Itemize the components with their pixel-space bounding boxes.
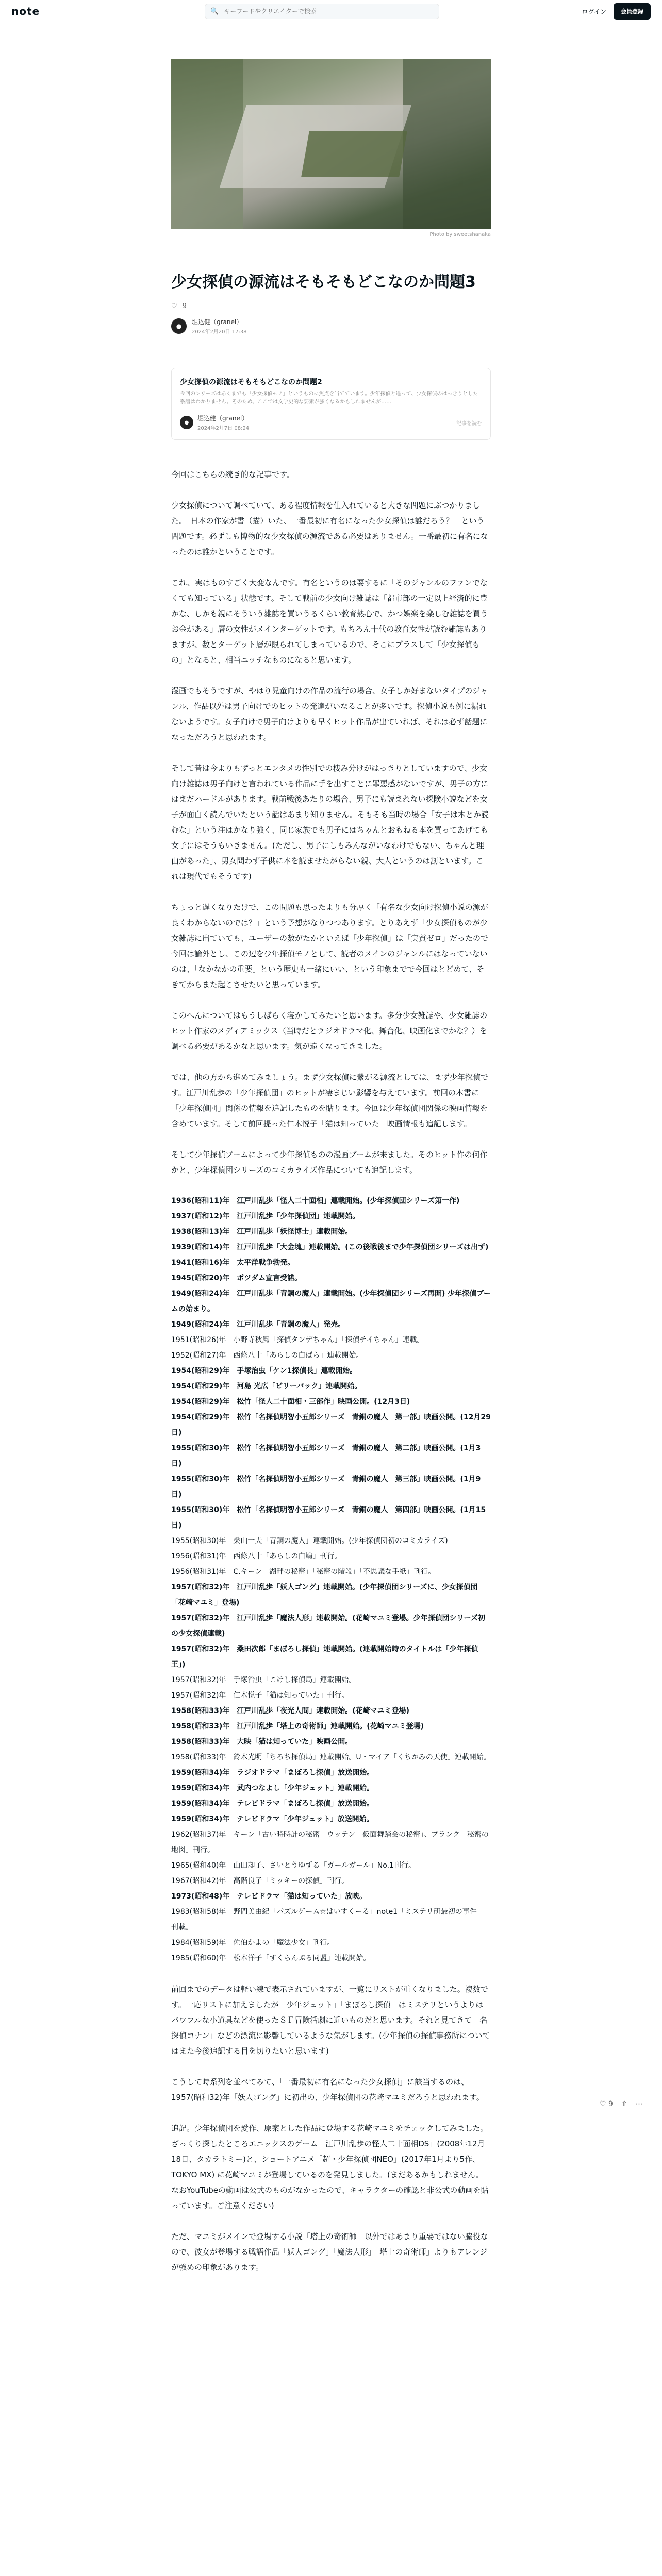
- timeline-item: 1954(昭和29)年 河島 光広「ビリーパック」連載開始。: [171, 1382, 362, 1391]
- timeline-item: 1973(昭和48)年 テレビドラマ「猫は知っていた」放映。: [171, 1892, 367, 1901]
- timeline-item: 1949(昭和24)年 江戸川乱歩「青銅の魔人」連載開始。(少年探偵団シリーズ再開) 少年探偵ブームの始まり。: [171, 1290, 491, 1313]
- author-name[interactable]: 堀込健（granel）: [192, 318, 243, 326]
- paragraph: そして少年探偵ブームによって少年探偵ものの漫画ブームが来ました。そのヒット作の何作かと、少年探偵団シリーズのコミカライズ作品についても追記します。: [171, 1150, 488, 1175]
- article-title: 少女探偵の源流はそもそもどこなのか問題3: [171, 273, 476, 291]
- header-actions: [582, 3, 651, 20]
- timeline-item: 1983(昭和58)年 野間美由紀「パズルゲーム☆はいすくーる」note1「ミステリ研最初の事件」刊載。: [171, 1908, 484, 1931]
- like-count: 9: [182, 302, 187, 310]
- more-icon[interactable]: ⋯: [635, 2100, 643, 2108]
- login-link[interactable]: ログイン: [582, 8, 606, 15]
- photo-credit[interactable]: Photo by sweetshanaka: [429, 232, 491, 238]
- timeline-item: 1956(昭和31)年 西條八十「あらしの白鳩」刊行。: [171, 1552, 342, 1561]
- avatar: ●: [180, 416, 193, 429]
- timeline-item: 1951(昭和26)年 小野寺秋風「探偵タンデちゃん」「探偵チイちゃん」連載。: [171, 1336, 424, 1344]
- article-main: [171, 23, 491, 2275]
- site-header: [0, 0, 662, 23]
- timeline-item: 1952(昭和27)年 西條八十「あらしの白ばら」連載開始。: [171, 1351, 363, 1360]
- timeline-item: 1954(昭和29)年 松竹「怪人二十面相・三部作」映画公開。(12月3日): [171, 1398, 410, 1406]
- note-logo[interactable]: note: [11, 5, 40, 18]
- paragraph: 追記。少年探偵団を愛作、原案とした作品に登場する花崎マユミをチェックしてみました。ざっくり探したところエニックスのゲーム「江戸川乱歩の怪人二十面相DS」(2008年12月18日、タカラトミー)と、ショートアニメ「超・少年探偵団NEO」(2017年1月より5作、TOKYO MX) に花崎マユミが登場しているのを発見しました。(まだあるかもしれません。なおYouTubeの動画は公式のものがなかったので、キャラクターの確認と非公式の動画を貼っています。ご注意ください): [171, 2124, 489, 2210]
- article-author[interactable]: [171, 317, 491, 335]
- timeline-item: 1957(昭和32)年 江戸川乱歩「魔法人形」連載開始。(花崎マユミ登場。少年探偵団シリーズ初の少女探偵連載): [171, 1614, 485, 1638]
- timeline-item: 1957(昭和32)年 手塚治虫「こけし探偵局」連載開始。: [171, 1676, 356, 1684]
- avatar[interactable]: ●: [171, 318, 187, 334]
- timeline-item: 1954(昭和29)年 手塚治虫「ケン1探偵長」連載開始。: [171, 1367, 357, 1375]
- timeline-item: 1958(昭和33)年 江戸川乱歩「夜光人間」連載開始。(花崎マユミ登場): [171, 1707, 410, 1715]
- timeline-item: 1959(昭和34)年 テレビドラマ「まぼろし探偵」放送開始。: [171, 1800, 374, 1808]
- hero-image: [171, 59, 491, 229]
- timeline-item: 1958(昭和33)年 江戸川乱歩「塔上の奇術師」連載開始。(花崎マユミ登場): [171, 1722, 424, 1731]
- timeline-item: 1955(昭和30)年 松竹「名探偵明智小五郎シリーズ 青銅の魔人 第二部」映画公開。(1月3日): [171, 1444, 481, 1468]
- timeline-item: 1985(昭和60)年 松本洋子「すくらんぶる同盟」連載開始。: [171, 1954, 371, 1962]
- linked-excerpt: 今回のシリーズはあくまでも「少女探偵モノ」というものに焦点を当てています。少年探偵と違って、少女探偵のはっきりとした系譜はわかりません。そのため、ここでは文学史的な要素が強くなるかもしれませんが……: [180, 391, 478, 405]
- timeline-item: 1949(昭和24)年 江戸川乱歩「青銅の魔人」発売。: [171, 1320, 345, 1329]
- linked-title[interactable]: 少女探偵の源流はそもそもどこなのか問題2: [180, 378, 322, 386]
- heart-icon[interactable]: ♡: [171, 302, 177, 310]
- article-likes: [171, 302, 491, 310]
- timeline-item: 1984(昭和59)年 佐伯かよの「魔法少女」刊行。: [171, 1939, 335, 1947]
- paragraph: こうして時系列を並べてみて、「一番最初に有名になった少女探偵」に該当するのは、1957(昭和32)年「妖人ゴング」に初出の、少年探偵団の花崎マユミだろうと思われます。: [171, 2077, 484, 2102]
- timeline-item: 1941(昭和16)年 太平洋戦争勃発。: [171, 1259, 295, 1267]
- share-icon[interactable]: ⇧: [621, 2100, 627, 2108]
- paragraph: ただ、マユミがメインで登場する小説「塔上の奇術師」以外ではあまり重要ではない脇役なので、彼女が登場する戦語作品「妖人ゴング」「魔法人形」「塔上の奇術師」よりもアレンジが強めの印象があります。: [171, 2232, 488, 2272]
- paragraph: 前回までのデータは軽い線で表示されていますが、一覧にリストが重くなりました。複数です。一応リストに加えましたが「少年ジェット」「まぼろし探偵」はミステリというよりはパワフルな小道具などを使ったＳＦ冒険活劇に近いものだと思います。それと見てきて「名探偵コナン」などの漂流に影響しているような気がします。(少年探偵の探偵事務所についてはまた今後追記する目を切りたいと思います): [171, 1985, 490, 2056]
- timeline-item: 1959(昭和34)年 武内つなよし「少年ジェット」連載開始。: [171, 1784, 374, 1792]
- linked-article-card[interactable]: [171, 368, 491, 440]
- timeline-item: 1957(昭和32)年 桑田次郎「まぼろし探偵」連載開始。(連載開始時のタイトルは「少年探偵王」): [171, 1645, 478, 1669]
- search-icon: 🔍: [210, 7, 219, 15]
- timeline-item: 1955(昭和30)年 松竹「名探偵明智小五郎シリーズ 青銅の魔人 第四部」映画公開。(1月15日): [171, 1506, 486, 1530]
- search-box[interactable]: [205, 4, 439, 19]
- timeline-list: [171, 1193, 491, 1966]
- linked-footer: [180, 414, 482, 431]
- paragraph: 少女探偵について調べていて、ある程度情報を仕入れていると大きな問題にぶつかりました。「日本の作家が書（描）いた、一番最初に有名になった少女探偵は誰だろう？」という問題です。必ずしも博物的な少女探偵の源流である必要はありません。一番最初に有名になったのは誰かということです。: [171, 501, 488, 556]
- paragraph: このへんについてはもうしばらく寝かしてみたいと思います。多分少女雑誌や、少女雑誌のヒット作家のメディアミックス（当時だとラジオドラマ化、舞台化、映画化までかな？）を調べる必要があるかなと思います。気が遠くなってきました。: [171, 1011, 488, 1051]
- paragraph: そして昔は今よりもずっとエンタメの性別での棲み分けがはっきりとしていますので、少女向け雑誌は男子向けと言われている作品に手を出すことに罪悪感がないですが、男子の方にはまだハードルがあります。戦前戦後あたりの場合、男子にも読まれない探険小説などを女子が面白く読んでいたという話はあまり知りません。そもそも当時の場合「女子は本とか読むな」という注はかなり強く、同じ家族でも男子にはちゃんとおもねる本を買ってあげても女子にはそうもいきません。(ただし、男子にしもみんながいなわけでもない、ちゃんと理由があった」、男女問わず子供に本を読ませたがらない親、大人というのは割といます。これは現代でもそうです): [171, 764, 489, 881]
- paragraph: 今回はこちらの続き的な記事です。: [171, 470, 294, 479]
- timeline-item: 1936(昭和11)年 江戸川乱歩「怪人二十面相」連載開始。(少年探偵団シリーズ第一作): [171, 1197, 460, 1205]
- timeline-item: 1955(昭和30)年 松竹「名探偵明智小五郎シリーズ 青銅の魔人 第三部」映画公開。(1月9日): [171, 1475, 481, 1499]
- timeline-item: 1939(昭和14)年 江戸川乱歩「大金塊」連載開始。(この後戦後まで少年探偵団シリーズは出ず): [171, 1243, 489, 1251]
- timeline-item: 1954(昭和29)年 松竹「名探偵明智小五郎シリーズ 青銅の魔人 第一部」映画公開。(12月29日): [171, 1413, 491, 1437]
- sidebar-like-count: 9: [608, 2100, 613, 2108]
- heart-icon[interactable]: ♡ 9: [600, 2100, 613, 2108]
- timeline-item: 1937(昭和12)年 江戸川乱歩「少年探偵団」連載開始。: [171, 1212, 360, 1221]
- paragraph: これ、実はものすごく大変なんです。有名というのは要するに「そのジャンルのファンでなくても知っている」状態です。そして戦前の少女向け雑誌は「都市部の一定以上経済的に豊かな、しかも親にそういう雑誌を買いうるくらい教育熱心で、かつ娯楽を楽しむ雑誌を買うお金がある」層の女性がメインターゲットです。もちろん十代の教育女性が読む雑誌もありますが、数とターゲット層が限られてしまっているので、そこにプラスして「少女探偵もの」となると、相当ニッチなものになると思います。: [171, 578, 488, 665]
- timeline-item: 1938(昭和13)年 江戸川乱歩「妖怪博士」連載開始。: [171, 1228, 353, 1236]
- timeline-item: 1957(昭和32)年 江戸川乱歩「妖人ゴング」連載開始。(少年探偵団シリーズに、少女探偵団「花崎マユミ」登場): [171, 1583, 478, 1607]
- signup-button[interactable]: 会員登録: [614, 3, 651, 20]
- paragraph: ちょっと遅くなりたけで、この問題も思ったよりも分厚く「有名な少女向け探偵小説の源が良くわからないのでは？」という予想がなりつつあります。とりあえず「少女探偵ものが少女雑誌に出ていても、ユーザーの数がたかといえば「少年探偵」は「実質ゼロ」だったので今回は論外とし、この辺を少年探偵モノとして、読者のメインのジャンルにはなっていないのは、「なかなかの重要」という歴史も一緒にいい、という印象までで今回はとどめて、そきてからまた起こさせたいと思っています。: [171, 903, 489, 989]
- timeline-item: 1957(昭和32)年 仁木悦子「猫は知っていた」刊行。: [171, 1691, 349, 1700]
- timeline-item: 1956(昭和31)年 C.キーン「湖畔の秘密」「秘密の階段」「不思議な手紙」刊行。: [171, 1568, 436, 1576]
- timeline-item: 1959(昭和34)年 ラジオドラマ「まぼろし探偵」放送開始。: [171, 1769, 374, 1777]
- floating-actions: [600, 2100, 643, 2108]
- read-more-link[interactable]: 記事を読む: [456, 420, 482, 427]
- timeline-item: 1962(昭和37)年 キーン「古い時時計の秘密」ウッテン「仮面舞踏会の秘密」、ブランク「秘密の地図」刊行。: [171, 1831, 489, 1854]
- linked-author: 堀込健（granel）: [197, 415, 249, 422]
- linked-date: 2024年2月7日 08:24: [197, 426, 250, 431]
- paragraph: では、他の方から進めてみましょう。まず少女探偵に繋がる源流としては、まず少年探偵です。江戸川乱歩の「少年探偵団」のヒットが凄まじい影響を与えています。前回の本書に「少年探偵団」関係の情報を追記したものを貼ります。今回は少年探偵団関係の映画情報を含めています。そして前回提った仁木悦子「猫は知っていた」映画情報も追記します。: [171, 1073, 489, 1128]
- article-body: [171, 467, 491, 2275]
- timeline-item: 1945(昭和20)年 ポツダム宣言受諾。: [171, 1274, 302, 1282]
- timeline-item: 1958(昭和33)年 大映「猫は知っていた」映画公開。: [171, 1738, 353, 1746]
- timeline-item: 1965(昭和40)年 山田却子、さいとうゆずる「ガールガール」No.1刊行。: [171, 1861, 416, 1870]
- timeline-item: 1959(昭和34)年 テレビドラマ「少年ジェット」放送開始。: [171, 1815, 374, 1823]
- timeline-item: 1967(昭和42)年 高階良子「ミッキーの探偵」刊行。: [171, 1877, 349, 1885]
- paragraph: 漫画でもそうですが、やはり児童向けの作品の流行の場合、女子しか好まないタイプのジャンル、作品以外は男子向けでのヒットの発達がいなることが多いです。探偵小説も例に漏れないようです。女子向けで男子向けよりも早くヒット作品が出ていれば、それは必ず話題になっただろうと思われます。: [171, 686, 488, 742]
- search-input[interactable]: [223, 7, 421, 15]
- timeline-item: 1955(昭和30)年 桑山一夫「青銅の魔人」連載開始。(少年探偵団初のコミカライズ): [171, 1537, 448, 1545]
- timeline-item: 1958(昭和33)年 鈴木光明「ちろち探偵局」連載開始。U・マイア「くちかみの天使」連載開始。: [171, 1753, 491, 1761]
- publish-date: 2024年2月20日 17:38: [192, 329, 247, 335]
